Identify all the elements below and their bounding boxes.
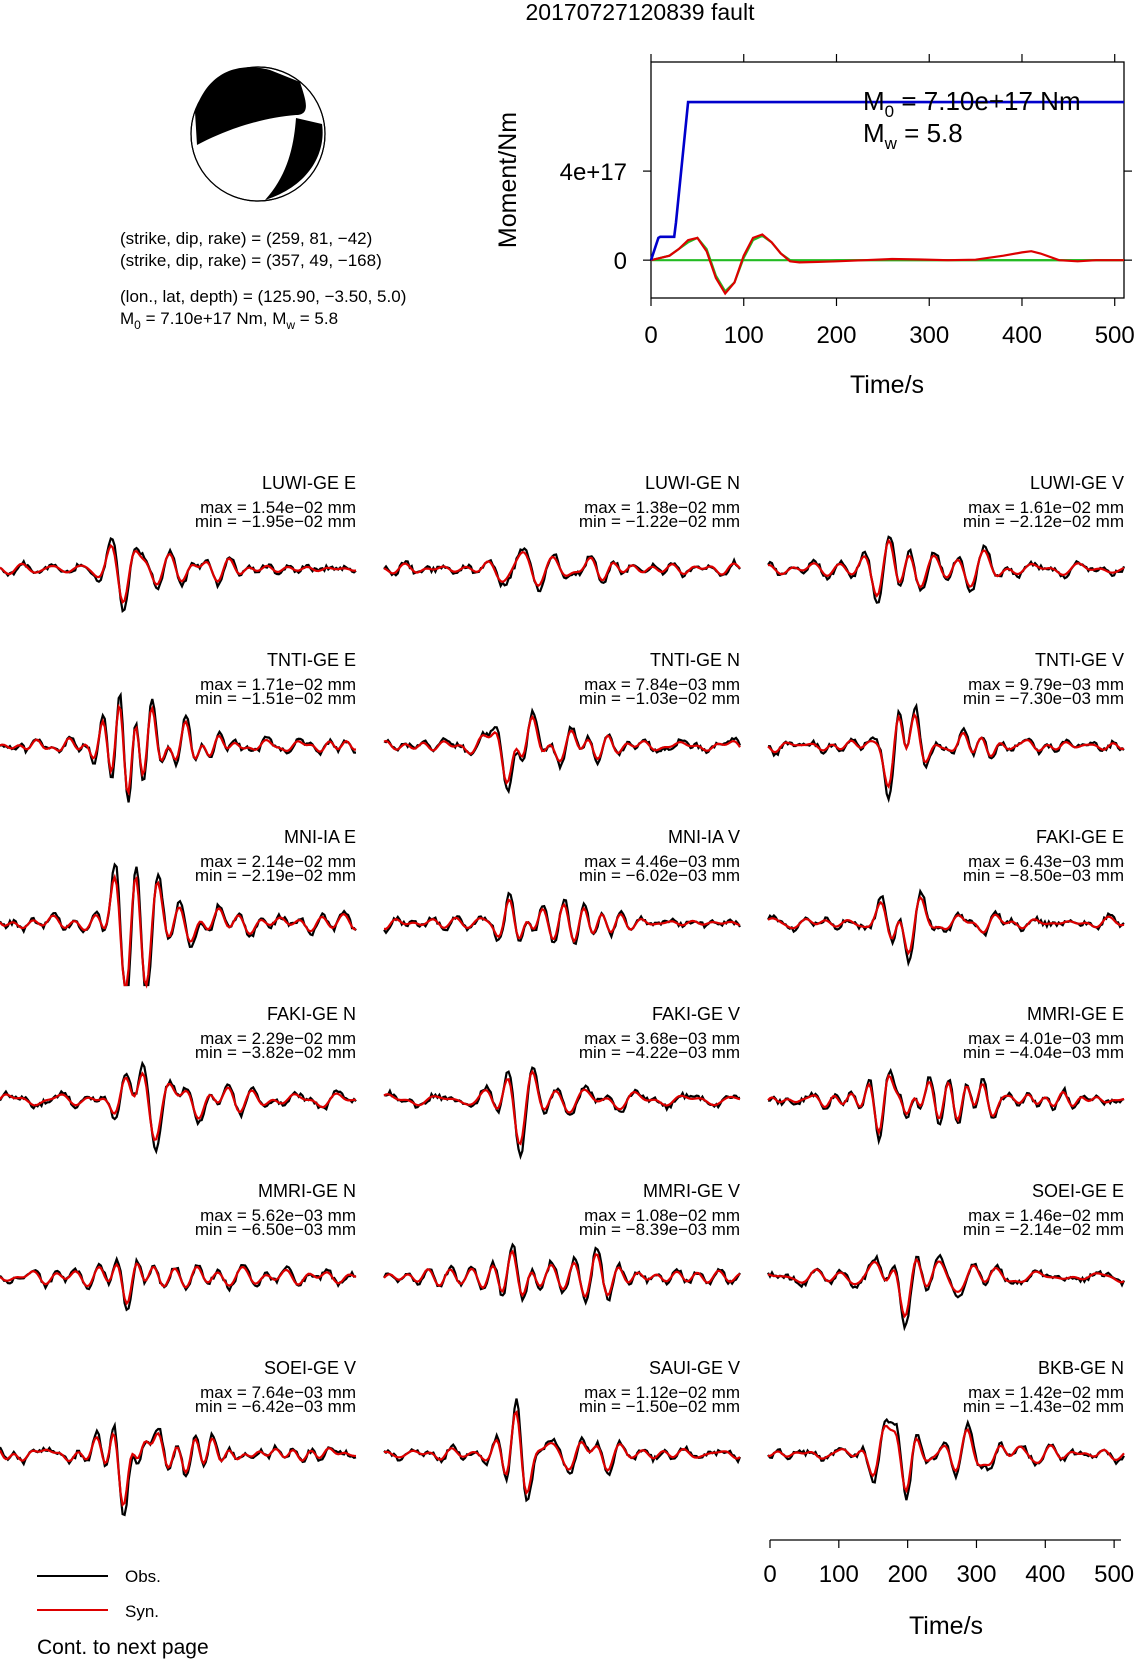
waveform-panel bbox=[0, 1004, 356, 1151]
figure-title: 20170727120839 fault bbox=[525, 0, 755, 25]
waveform-x-tick-label: 400 bbox=[1025, 1561, 1066, 1588]
waveform-panel bbox=[0, 827, 356, 985]
mw-annotation: $M_w = 5.8$ bbox=[863, 118, 963, 153]
amplitude-min: min = −6.42e−03 mm bbox=[194, 1397, 356, 1416]
station-label: MMRI-GE N bbox=[258, 1181, 356, 1201]
station-label: TNTI-GE V bbox=[1035, 650, 1124, 670]
amplitude-max: max = 5.62e−03 mm bbox=[200, 1206, 356, 1225]
synthetic-trace bbox=[0, 707, 356, 793]
station-label: SAUI-GE V bbox=[648, 1358, 740, 1378]
station-label: TNTI-GE E bbox=[267, 650, 356, 670]
observed-trace bbox=[384, 893, 740, 943]
station-label: FAKI-GE E bbox=[1035, 827, 1124, 847]
moment-x-tick-label: 400 bbox=[1001, 322, 1043, 349]
amplitude-max: max = 3.68e−03 mm bbox=[584, 1029, 740, 1048]
waveform-x-tick-label: 500 bbox=[1094, 1561, 1135, 1588]
waveform-time-axis bbox=[763, 1540, 1134, 1588]
amplitude-max: max = 1.38e−02 mm bbox=[584, 498, 740, 517]
waveform-x-tick-label: 300 bbox=[956, 1561, 997, 1588]
observed-trace bbox=[768, 706, 1124, 799]
amplitude-min: min = −6.02e−03 mm bbox=[578, 866, 740, 885]
waveform-x-tick-label: 200 bbox=[887, 1561, 928, 1588]
amplitude-max: max = 1.61e−02 mm bbox=[968, 498, 1124, 517]
observed-trace bbox=[384, 549, 740, 592]
amplitude-max: max = 9.79e−03 mm bbox=[968, 675, 1124, 694]
moment-x-tick-label: 300 bbox=[909, 322, 950, 349]
amplitude-min: min = −2.19e−02 mm bbox=[194, 866, 356, 885]
synthetic-trace bbox=[0, 1073, 356, 1140]
moment-x-tick-label: 500 bbox=[1094, 322, 1135, 349]
observed-trace bbox=[768, 1255, 1124, 1327]
moment-y-axis-label: Moment/Nm bbox=[494, 111, 522, 249]
waveform-x-tick-label: 0 bbox=[763, 1561, 777, 1588]
legend-syn-label: Syn. bbox=[125, 1602, 160, 1621]
nodal-plane-2: (strike, dip, rake) = (357, 49, −168) bbox=[120, 251, 382, 270]
synthetic-trace bbox=[0, 546, 356, 603]
waveform-panel bbox=[768, 1004, 1124, 1141]
station-label: LUWI-GE V bbox=[1029, 473, 1124, 493]
amplitude-max: max = 7.64e−03 mm bbox=[200, 1383, 356, 1402]
waveform-panel bbox=[0, 650, 356, 802]
moment-series-syn-stf bbox=[651, 236, 1124, 292]
legend-obs-label: Obs. bbox=[125, 1567, 161, 1586]
waveform-panel bbox=[0, 473, 356, 611]
waveform-panel bbox=[0, 1181, 356, 1310]
amplitude-min: min = −2.12e−02 mm bbox=[962, 512, 1124, 531]
synthetic-trace bbox=[768, 1426, 1124, 1491]
moment-x-tick-label: 100 bbox=[723, 322, 764, 349]
waveform-panel bbox=[384, 1181, 740, 1303]
amplitude-min: min = −3.82e−02 mm bbox=[194, 1043, 356, 1062]
amplitude-max: max = 1.08e−02 mm bbox=[584, 1206, 740, 1225]
waveform-panel bbox=[768, 827, 1124, 963]
amplitude-min: min = −6.50e−03 mm bbox=[194, 1220, 356, 1239]
observed-trace bbox=[384, 1245, 740, 1303]
moment-y-tick-label: 4e+17 bbox=[559, 159, 627, 187]
legend bbox=[37, 1567, 161, 1621]
observed-trace bbox=[768, 1420, 1124, 1501]
waveform-panel bbox=[384, 473, 740, 591]
amplitude-max: max = 6.43e−03 mm bbox=[968, 852, 1124, 871]
moment-magnitude-line: $M_0 = 7.10e+17$ Nm, $M_w = 5.8$ bbox=[120, 309, 339, 332]
moment-series-moment bbox=[651, 102, 1124, 260]
mechanism-parameters bbox=[120, 229, 406, 332]
station-label: FAKI-GE V bbox=[651, 1004, 740, 1024]
focal-mechanism-beachball bbox=[191, 67, 325, 201]
amplitude-min: min = −8.50e−03 mm bbox=[962, 866, 1124, 885]
synthetic-trace bbox=[384, 1072, 740, 1144]
waveform-panel bbox=[384, 1004, 740, 1156]
synthetic-trace bbox=[384, 1412, 740, 1493]
moment-rate-chart bbox=[494, 54, 1135, 399]
observed-trace bbox=[0, 1425, 356, 1515]
station-label: SOEI-GE E bbox=[1031, 1181, 1124, 1201]
amplitude-max: max = 2.14e−02 mm bbox=[200, 852, 356, 871]
station-label: BKB-GE N bbox=[1037, 1358, 1124, 1378]
amplitude-max: max = 1.71e−02 mm bbox=[200, 675, 356, 694]
amplitude-max: max = 4.01e−03 mm bbox=[968, 1029, 1124, 1048]
synthetic-trace bbox=[0, 1433, 356, 1505]
station-label: MNI-IA E bbox=[283, 827, 356, 847]
station-label: FAKI-GE N bbox=[266, 1004, 356, 1024]
waveform-panel bbox=[384, 827, 740, 944]
waveform-x-tick-label: 100 bbox=[818, 1561, 859, 1588]
amplitude-min: min = −1.03e−02 mm bbox=[578, 689, 740, 708]
amplitude-min: min = −4.22e−03 mm bbox=[578, 1043, 740, 1062]
station-label: LUWI-GE N bbox=[644, 473, 740, 493]
synthetic-trace bbox=[384, 1252, 740, 1297]
synthetic-trace bbox=[768, 715, 1124, 787]
waveform-panel bbox=[0, 1358, 356, 1515]
amplitude-min: min = −7.30e−03 mm bbox=[962, 689, 1124, 708]
station-label: MMRI-GE E bbox=[1027, 1004, 1124, 1024]
amplitude-min: min = −8.39e−03 mm bbox=[578, 1220, 740, 1239]
observed-trace bbox=[384, 1068, 740, 1157]
station-label: LUWI-GE E bbox=[261, 473, 356, 493]
synthetic-trace bbox=[0, 877, 356, 985]
amplitude-min: min = −1.95e−02 mm bbox=[194, 512, 356, 531]
amplitude-max: max = 1.54e−02 mm bbox=[200, 498, 356, 517]
waveform-x-axis-label: Time/s bbox=[908, 1612, 984, 1640]
amplitude-max: max = 2.29e−02 mm bbox=[200, 1029, 356, 1048]
amplitude-min: min = −1.43e−02 mm bbox=[962, 1397, 1124, 1416]
moment-y-tick-label: 0 bbox=[613, 248, 627, 276]
station-label: SOEI-GE V bbox=[263, 1358, 356, 1378]
observed-trace bbox=[768, 891, 1124, 963]
station-label: MNI-IA V bbox=[667, 827, 740, 847]
amplitude-min: min = −1.50e−02 mm bbox=[578, 1397, 740, 1416]
station-label: MMRI-GE V bbox=[643, 1181, 740, 1201]
amplitude-max: max = 4.46e−03 mm bbox=[584, 852, 740, 871]
observed-trace bbox=[0, 1259, 356, 1310]
observed-trace bbox=[384, 711, 740, 792]
station-label: TNTI-GE N bbox=[650, 650, 740, 670]
amplitude-min: min = −1.51e−02 mm bbox=[194, 689, 356, 708]
amplitude-max: max = 1.12e−02 mm bbox=[584, 1383, 740, 1402]
observed-trace bbox=[0, 1063, 356, 1151]
waveform-panel bbox=[384, 650, 740, 791]
waveform-grid bbox=[0, 473, 1124, 1515]
amplitude-max: max = 7.84e−03 mm bbox=[584, 675, 740, 694]
m0-annotation: $M_0 = 7.10e+17$ Nm bbox=[863, 86, 1081, 121]
amplitude-max: max = 1.42e−02 mm bbox=[968, 1383, 1124, 1402]
waveform-panel bbox=[768, 650, 1124, 799]
hypocenter-location: (lon., lat, depth) = (125.90, −3.50, 5.0) bbox=[120, 287, 407, 306]
amplitude-min: min = −1.22e−02 mm bbox=[578, 512, 740, 531]
amplitude-min: min = −2.14e−02 mm bbox=[962, 1220, 1124, 1239]
synthetic-trace bbox=[384, 717, 740, 783]
waveform-panel bbox=[384, 1358, 740, 1500]
moment-series-group bbox=[651, 102, 1124, 293]
nodal-plane-1: (strike, dip, rake) = (259, 81, −42) bbox=[120, 229, 373, 248]
synthetic-trace bbox=[384, 552, 740, 586]
amplitude-max: max = 1.46e−02 mm bbox=[968, 1206, 1124, 1225]
moment-x-tick-label: 200 bbox=[816, 322, 857, 349]
waveform-panel bbox=[768, 1181, 1124, 1328]
synthetic-trace bbox=[768, 898, 1124, 954]
moment-x-tick-label: 0 bbox=[644, 322, 658, 349]
waveform-panel bbox=[768, 1358, 1124, 1500]
amplitude-min: min = −4.04e−03 mm bbox=[962, 1043, 1124, 1062]
continuation-note: Cont. to next page bbox=[37, 1636, 209, 1659]
waveform-panel bbox=[768, 473, 1124, 603]
moment-x-axis-label: Time/s bbox=[849, 371, 925, 399]
